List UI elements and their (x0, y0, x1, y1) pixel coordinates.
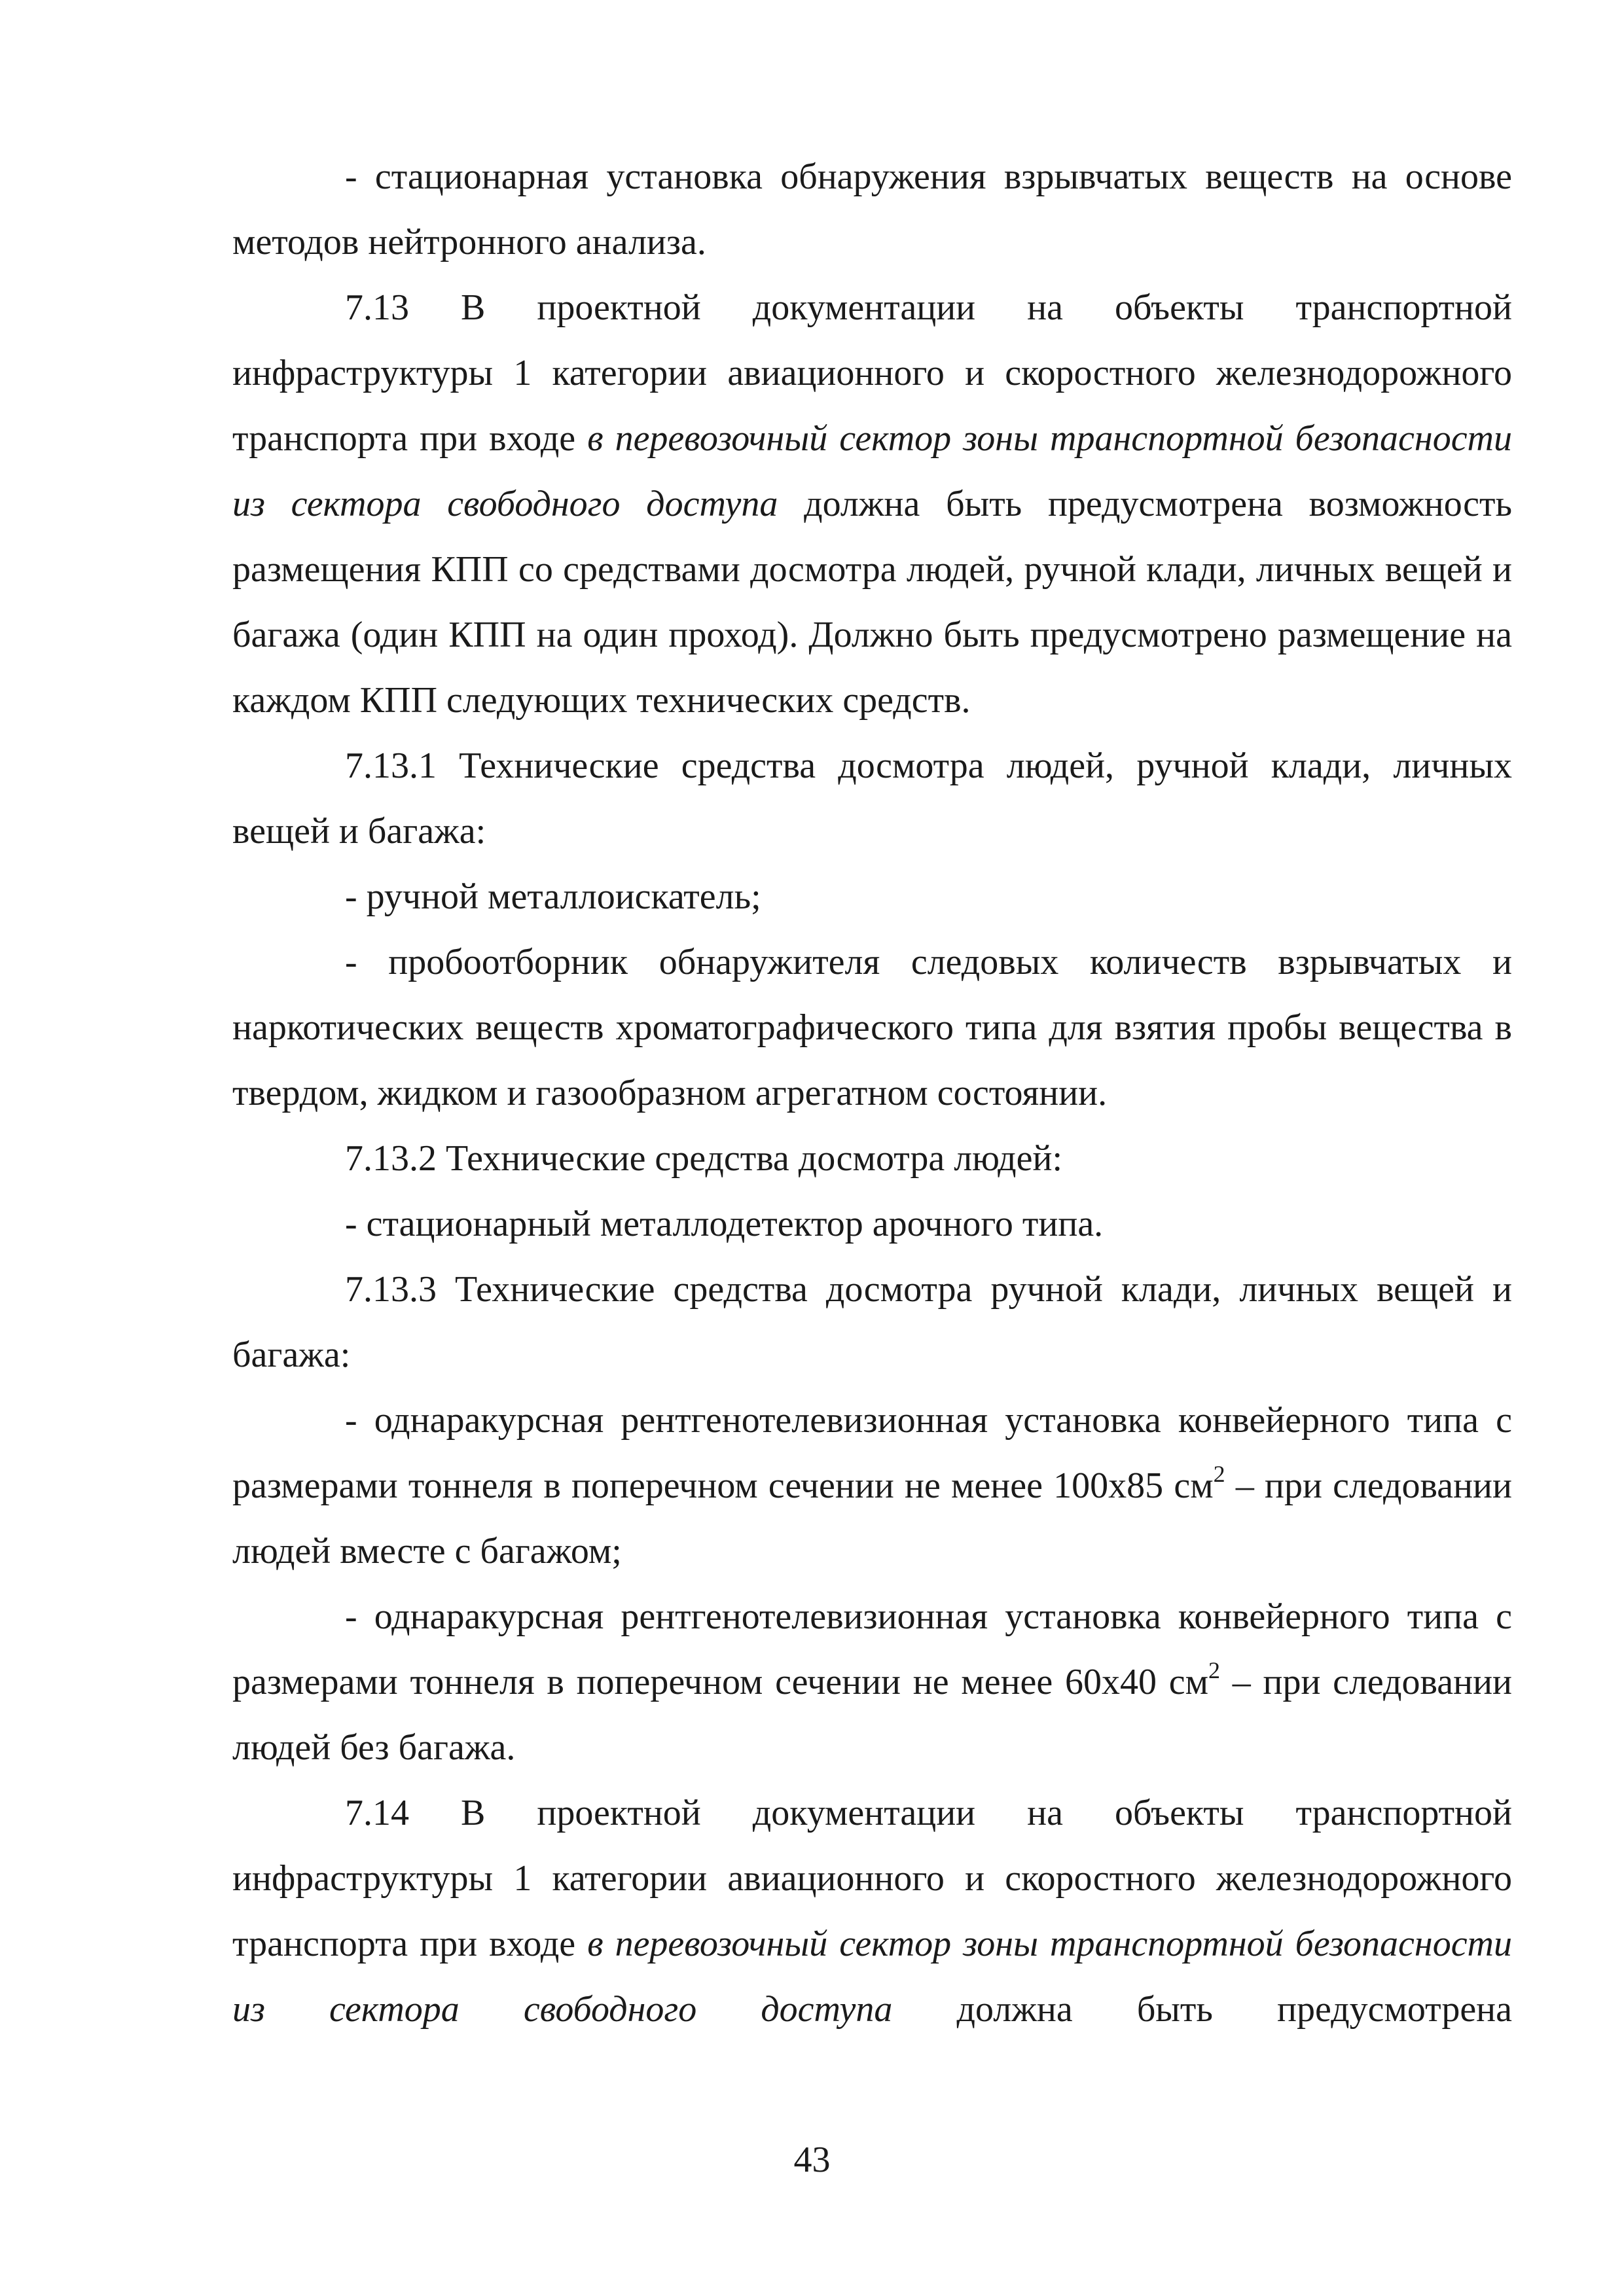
superscript-2: 2 (1208, 1657, 1221, 1683)
paragraph-7-13-end: должна быть предусмотрена возможность размещения КПП со средствами досмотра людей, ручной клади, личных вещей и багажа (один КПП на один проход). Должно быть предусмотрено размещение на каждом КПП следующих технических средств. (232, 484, 1513, 721)
paragraph-7-13-start: 7.13 В проектной документации на объекты транспортной инфраструктуры 1 категории авиационного и скоростного железнодорожного транспорта при входе (232, 287, 1512, 459)
paragraph-7-13-3: 7.13.3 Технические средства досмотра ручной клади, личных вещей и багажа: (232, 1269, 1512, 1375)
list-item-hand-detector: - ручной металлоискатель; (345, 876, 761, 917)
list-item-xray-large-end: – при следовании людей вместе с багажом; (232, 1465, 1512, 1571)
list-item-sampler: - пробоотборник обнаружителя следовых количеств взрывчатых и наркотических веществ хроматографического типа для взятия пробы вещества в твердом, жидком и газообразном агрегатном состоянии. (232, 942, 1512, 1113)
list-item-xray-small (232, 1584, 1512, 1780)
list-item-xray-small-start: - однаракурсная рентгенотелевизионная установка конвейерного типа с размерами тоннеля в поперечном сечении не менее 60х40 см (232, 1596, 1512, 1702)
paragraph-explosives-neutron: - стационарная установка обнаружения взрывчатых веществ на основе методов нейтронного анализа. (232, 156, 1512, 262)
list-item-xray-large (232, 1388, 1512, 1584)
paragraph-7-13-italic: в перевозочный сектор зоны транспортной безопасности из сектора свободного доступа (232, 418, 1512, 524)
paragraph-7-14-italic: в перевозочный сектор зоны транспортной безопасности из сектора свободного доступа (232, 1924, 1512, 2030)
page-number: 43 (793, 2140, 831, 2180)
superscript-2: 2 (1213, 1461, 1225, 1487)
paragraph-7-13-1: 7.13.1 Технические средства досмотра людей, ручной клади, личных вещей и багажа: (232, 745, 1512, 852)
paragraph-7-14-end: должна быть предусмотрена (892, 1989, 1513, 2030)
list-item-arch-detector: - стационарный металлодетектор арочного типа. (345, 1204, 1104, 1244)
paragraph-7-14-start: 7.14 В проектной документации на объекты транспортной инфраструктуры 1 категории авиационного и скоростного железнодорожного транспорта при входе (232, 1793, 1512, 1964)
paragraph-7-13-2: 7.13.2 Технические средства досмотра людей: (345, 1138, 1063, 1179)
paragraph-7-14 (232, 1780, 1512, 2042)
page-body (232, 144, 1512, 2042)
list-item-xray-large-start: - однаракурсная рентгенотелевизионная установка конвейерного типа с размерами тоннеля в поперечном сечении не менее 100х85 см (232, 1400, 1512, 1506)
list-item-xray-small-end: – при следовании людей без багажа. (232, 1662, 1513, 1768)
paragraph-7-13 (232, 275, 1512, 733)
